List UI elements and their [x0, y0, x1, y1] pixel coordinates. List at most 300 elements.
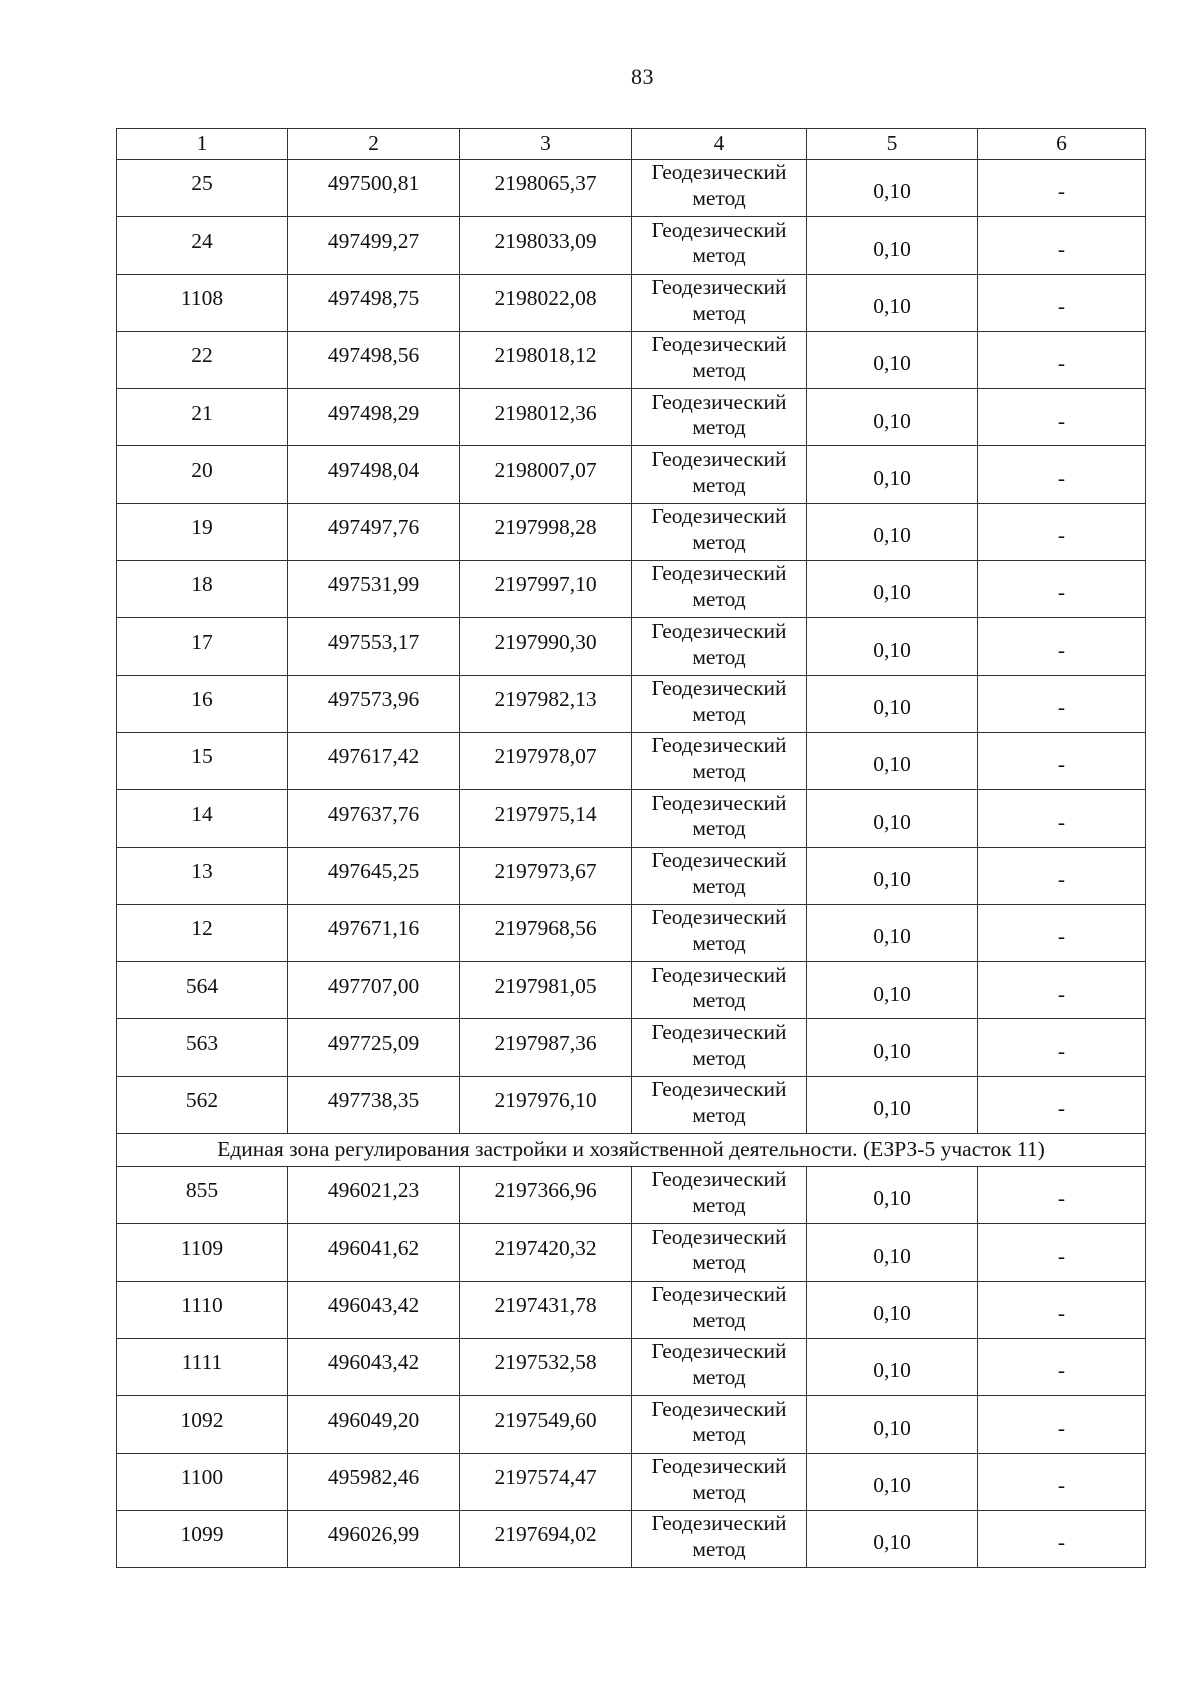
- accuracy-cell: [807, 1019, 978, 1076]
- accuracy-cell-text: 0,10: [873, 523, 911, 548]
- y-coordinate-cell-text: 2198033,09: [494, 228, 597, 253]
- y-coordinate-cell: [460, 618, 632, 675]
- method-cell-text: Геодезический метод: [651, 618, 787, 669]
- y-coordinate-cell: [460, 274, 632, 331]
- table-row: [117, 675, 1146, 732]
- method-cell-text: Геодезический метод: [651, 332, 787, 383]
- point-number-cell: [117, 675, 288, 732]
- method-cell: [632, 847, 807, 904]
- y-coordinate-cell-text: 2197574,47: [494, 1464, 597, 1489]
- table-row: [117, 962, 1146, 1019]
- method-cell: [632, 1281, 807, 1338]
- method-cell: [632, 790, 807, 847]
- note-cell-text: -: [1057, 752, 1066, 777]
- table-row: [117, 160, 1146, 217]
- y-coordinate-cell-text: 2197997,10: [494, 572, 597, 597]
- x-coordinate-cell: [288, 790, 460, 847]
- page-number: 83: [631, 64, 654, 89]
- point-number-cell-text: 17: [191, 629, 213, 654]
- y-coordinate-cell: [460, 1510, 632, 1567]
- point-number-cell-text: 564: [185, 973, 219, 998]
- method-cell-text: Геодезический метод: [651, 217, 787, 268]
- note-cell: [978, 1076, 1146, 1133]
- note-cell: [978, 1019, 1146, 1076]
- accuracy-cell-text: 0,10: [873, 637, 911, 662]
- accuracy-cell: [807, 1396, 978, 1453]
- note-cell: [978, 732, 1146, 789]
- column-header: 1: [117, 129, 288, 160]
- note-cell: [978, 847, 1146, 904]
- note-cell: [978, 331, 1146, 388]
- y-coordinate-cell: [460, 847, 632, 904]
- point-number-cell: [117, 561, 288, 618]
- y-coordinate-cell: [460, 790, 632, 847]
- table-row: [117, 1167, 1146, 1224]
- section-title-row: [117, 1134, 1146, 1167]
- point-number-cell-text: 563: [185, 1030, 219, 1055]
- note-cell: [978, 618, 1146, 675]
- method-cell-text: Геодезический метод: [651, 847, 787, 898]
- table-row: [117, 503, 1146, 560]
- note-cell: [978, 446, 1146, 503]
- accuracy-cell: [807, 675, 978, 732]
- note-cell: [978, 503, 1146, 560]
- note-cell-text: -: [1057, 523, 1066, 548]
- accuracy-cell-text: 0,10: [873, 1530, 911, 1555]
- method-cell: [632, 446, 807, 503]
- y-coordinate-cell-text: 2197987,36: [494, 1030, 597, 1055]
- point-number-cell-text: 21: [191, 400, 213, 425]
- table-row: [117, 904, 1146, 961]
- table-row: [117, 1224, 1146, 1281]
- point-number-cell-text: 24: [191, 228, 213, 253]
- table-row: [117, 847, 1146, 904]
- y-coordinate-cell: [460, 217, 632, 274]
- accuracy-cell-text: 0,10: [873, 580, 911, 605]
- note-cell-text: -: [1057, 1186, 1066, 1211]
- table-row: [117, 561, 1146, 618]
- method-cell-text: Геодезический метод: [651, 733, 787, 784]
- point-number-cell: [117, 618, 288, 675]
- note-cell-text: -: [1057, 924, 1066, 949]
- point-number-cell: [117, 732, 288, 789]
- point-number-cell-text: 16: [191, 687, 213, 712]
- accuracy-cell: [807, 503, 978, 560]
- note-cell-text: -: [1057, 236, 1066, 261]
- note-cell-text: -: [1057, 1472, 1066, 1497]
- x-coordinate-cell-text: 497707,00: [327, 973, 420, 998]
- x-coordinate-cell: [288, 160, 460, 217]
- point-number-cell-text: 18: [191, 572, 213, 597]
- y-coordinate-cell-text: 2197978,07: [494, 744, 597, 769]
- note-cell-text: -: [1057, 465, 1066, 490]
- accuracy-cell-text: 0,10: [873, 1415, 911, 1440]
- x-coordinate-cell: [288, 503, 460, 560]
- table-row: [117, 732, 1146, 789]
- x-coordinate-cell-text: 497498,29: [327, 400, 420, 425]
- y-coordinate-cell: [460, 675, 632, 732]
- y-coordinate-cell: [460, 904, 632, 961]
- y-coordinate-cell: [460, 1224, 632, 1281]
- method-cell: [632, 503, 807, 560]
- x-coordinate-cell-text: 496026,99: [327, 1522, 420, 1547]
- method-cell: [632, 1338, 807, 1395]
- y-coordinate-cell-text: 2197549,60: [494, 1407, 597, 1432]
- table-row: [117, 217, 1146, 274]
- method-cell: [632, 217, 807, 274]
- note-cell: [978, 962, 1146, 1019]
- y-coordinate-cell-text: 2198022,08: [494, 285, 597, 310]
- x-coordinate-cell: [288, 675, 460, 732]
- x-coordinate-cell-text: 497645,25: [327, 858, 420, 883]
- point-number-cell-text: 22: [191, 343, 213, 368]
- point-number-cell: [117, 446, 288, 503]
- accuracy-cell-text: 0,10: [873, 695, 911, 720]
- x-coordinate-cell-text: 496049,20: [327, 1407, 420, 1432]
- y-coordinate-cell-text: 2197532,58: [494, 1350, 597, 1375]
- accuracy-cell-text: 0,10: [873, 236, 911, 261]
- method-cell-text: Геодезический метод: [651, 274, 787, 325]
- x-coordinate-cell-text: 497617,42: [327, 744, 420, 769]
- x-coordinate-cell-text: 497725,09: [327, 1030, 420, 1055]
- note-cell-text: -: [1057, 1415, 1066, 1440]
- x-coordinate-cell-text: 497553,17: [327, 629, 420, 654]
- accuracy-cell: [807, 732, 978, 789]
- point-number-cell: [117, 904, 288, 961]
- accuracy-cell-text: 0,10: [873, 866, 911, 891]
- accuracy-cell-text: 0,10: [873, 809, 911, 834]
- y-coordinate-cell-text: 2197973,67: [494, 858, 597, 883]
- y-coordinate-cell: [460, 962, 632, 1019]
- x-coordinate-cell-text: 497499,27: [327, 228, 420, 253]
- accuracy-cell: [807, 1224, 978, 1281]
- method-cell-text: Геодезический метод: [651, 1453, 787, 1504]
- point-number-cell: [117, 503, 288, 560]
- y-coordinate-cell: [460, 732, 632, 789]
- accuracy-cell: [807, 1510, 978, 1567]
- x-coordinate-cell-text: 495982,46: [327, 1464, 420, 1489]
- note-cell: [978, 1510, 1146, 1567]
- x-coordinate-cell-text: 497531,99: [327, 572, 420, 597]
- method-cell-text: Геодезический метод: [651, 504, 787, 554]
- point-number-cell: [117, 1510, 288, 1567]
- method-cell: [632, 904, 807, 961]
- note-cell-text: -: [1057, 580, 1066, 605]
- x-coordinate-cell: [288, 1510, 460, 1567]
- method-cell: [632, 160, 807, 217]
- x-coordinate-cell-text: 497738,35: [327, 1088, 420, 1113]
- section-title: Единая зона регулирования застройки и хозяйственной деятельности. (ЕЗРЗ-5 участок 11): [117, 1134, 1146, 1167]
- note-cell-text: -: [1057, 1301, 1066, 1326]
- point-number-cell-text: 1100: [180, 1464, 224, 1489]
- point-number-cell: [117, 847, 288, 904]
- method-cell-text: Геодезический метод: [651, 676, 787, 726]
- method-cell-text: Геодезический метод: [651, 1396, 787, 1447]
- y-coordinate-cell-text: 2197982,13: [494, 687, 597, 712]
- y-coordinate-cell-text: 2197694,02: [494, 1522, 597, 1547]
- point-number-cell: [117, 790, 288, 847]
- x-coordinate-cell: [288, 1224, 460, 1281]
- method-cell-text: Геодезический метод: [651, 905, 787, 955]
- point-number-cell: [117, 1453, 288, 1510]
- method-cell-text: Геодезический метод: [651, 1224, 787, 1275]
- x-coordinate-cell: [288, 847, 460, 904]
- x-coordinate-cell: [288, 962, 460, 1019]
- x-coordinate-cell-text: 496043,42: [327, 1350, 420, 1375]
- y-coordinate-cell: [460, 1167, 632, 1224]
- accuracy-cell-text: 0,10: [873, 1096, 911, 1121]
- point-number-cell-text: 19: [191, 515, 213, 540]
- table-row: [117, 618, 1146, 675]
- x-coordinate-cell-text: 496041,62: [327, 1235, 420, 1260]
- point-number-cell: [117, 1224, 288, 1281]
- accuracy-cell-text: 0,10: [873, 1301, 911, 1326]
- point-number-cell: [117, 1167, 288, 1224]
- method-cell: [632, 962, 807, 1019]
- note-cell-text: -: [1057, 809, 1066, 834]
- column-header: 6: [978, 129, 1146, 160]
- method-cell-text: Геодезический метод: [651, 1019, 787, 1070]
- table-row: [117, 1396, 1146, 1453]
- accuracy-cell: [807, 790, 978, 847]
- table-row: [117, 1510, 1146, 1567]
- point-number-cell-text: 1111: [181, 1350, 223, 1375]
- x-coordinate-cell-text: 497498,75: [327, 285, 420, 310]
- note-cell: [978, 1338, 1146, 1395]
- method-cell-text: Геодезический метод: [651, 790, 787, 841]
- y-coordinate-cell: [460, 1281, 632, 1338]
- method-cell: [632, 1076, 807, 1133]
- y-coordinate-cell: [460, 1019, 632, 1076]
- method-cell: [632, 1510, 807, 1567]
- note-cell: [978, 790, 1146, 847]
- accuracy-cell: [807, 331, 978, 388]
- method-cell-text: Геодезический метод: [651, 962, 787, 1013]
- note-cell: [978, 1167, 1146, 1224]
- y-coordinate-cell-text: 2198065,37: [494, 171, 597, 196]
- point-number-cell: [117, 1076, 288, 1133]
- note-cell: [978, 1453, 1146, 1510]
- method-cell-text: Геодезический метод: [651, 160, 787, 211]
- accuracy-cell: [807, 1338, 978, 1395]
- point-number-cell: [117, 1281, 288, 1338]
- point-number-cell: [117, 217, 288, 274]
- x-coordinate-cell-text: 497497,76: [327, 515, 420, 540]
- table-row: [117, 1076, 1146, 1133]
- point-number-cell: [117, 389, 288, 446]
- note-cell-text: -: [1057, 866, 1066, 891]
- note-cell-text: -: [1057, 695, 1066, 720]
- note-cell: [978, 675, 1146, 732]
- column-header: 4: [632, 129, 807, 160]
- method-cell: [632, 1019, 807, 1076]
- accuracy-cell: [807, 561, 978, 618]
- method-cell-text: Геодезический метод: [651, 1281, 787, 1332]
- note-cell: [978, 217, 1146, 274]
- method-cell-text: Геодезический метод: [651, 1511, 787, 1561]
- note-cell: [978, 1224, 1146, 1281]
- x-coordinate-cell-text: 497671,16: [327, 916, 420, 941]
- table-row: [117, 274, 1146, 331]
- y-coordinate-cell-text: 2197431,78: [494, 1293, 597, 1318]
- accuracy-cell: [807, 1076, 978, 1133]
- accuracy-cell: [807, 962, 978, 1019]
- table-row: [117, 1338, 1146, 1395]
- x-coordinate-cell-text: 496021,23: [327, 1178, 420, 1203]
- x-coordinate-cell: [288, 1281, 460, 1338]
- point-number-cell-text: 20: [191, 457, 213, 482]
- accuracy-cell-text: 0,10: [873, 179, 911, 204]
- y-coordinate-cell-text: 2197420,32: [494, 1235, 597, 1260]
- point-number-cell-text: 12: [191, 916, 213, 941]
- method-cell-text: Геодезический метод: [651, 1167, 787, 1218]
- x-coordinate-cell: [288, 618, 460, 675]
- point-number-cell-text: 25: [191, 171, 213, 196]
- y-coordinate-cell: [460, 331, 632, 388]
- note-cell-text: -: [1057, 1530, 1066, 1555]
- note-cell-text: -: [1057, 1038, 1066, 1063]
- y-coordinate-cell-text: 2197975,14: [494, 801, 597, 826]
- accuracy-cell-text: 0,10: [873, 351, 911, 376]
- y-coordinate-cell: [460, 561, 632, 618]
- method-cell: [632, 1453, 807, 1510]
- note-cell-text: -: [1057, 179, 1066, 204]
- accuracy-cell-text: 0,10: [873, 1186, 911, 1211]
- accuracy-cell-text: 0,10: [873, 1038, 911, 1063]
- method-cell-text: Геодезический метод: [651, 389, 787, 440]
- coordinates-table: [116, 128, 1146, 1568]
- note-cell: [978, 1281, 1146, 1338]
- x-coordinate-cell-text: 497498,04: [327, 457, 420, 482]
- x-coordinate-cell: [288, 561, 460, 618]
- note-cell-text: -: [1057, 981, 1066, 1006]
- point-number-cell: [117, 1396, 288, 1453]
- x-coordinate-cell: [288, 904, 460, 961]
- method-cell: [632, 331, 807, 388]
- table-row: [117, 446, 1146, 503]
- point-number-cell-text: 1099: [180, 1522, 224, 1547]
- x-coordinate-cell: [288, 217, 460, 274]
- y-coordinate-cell-text: 2197968,56: [494, 916, 597, 941]
- accuracy-cell: [807, 1281, 978, 1338]
- y-coordinate-cell: [460, 1076, 632, 1133]
- y-coordinate-cell-text: 2197976,10: [494, 1088, 597, 1113]
- method-cell-text: Геодезический метод: [651, 446, 787, 497]
- accuracy-cell-text: 0,10: [873, 1243, 911, 1268]
- accuracy-cell: [807, 618, 978, 675]
- method-cell: [632, 1224, 807, 1281]
- method-cell: [632, 1396, 807, 1453]
- point-number-cell-text: 1110: [181, 1293, 223, 1318]
- accuracy-cell: [807, 160, 978, 217]
- point-number-cell-text: 15: [191, 744, 213, 769]
- y-coordinate-cell-text: 2197981,05: [494, 973, 597, 998]
- method-cell-text: Геодезический метод: [651, 1339, 787, 1390]
- y-coordinate-cell-text: 2198018,12: [494, 343, 597, 368]
- point-number-cell: [117, 1019, 288, 1076]
- note-cell: [978, 561, 1146, 618]
- point-number-cell-text: 855: [185, 1178, 219, 1203]
- x-coordinate-cell: [288, 1338, 460, 1395]
- method-cell: [632, 1167, 807, 1224]
- note-cell: [978, 389, 1146, 446]
- note-cell-text: -: [1057, 408, 1066, 433]
- accuracy-cell: [807, 847, 978, 904]
- note-cell-text: -: [1057, 293, 1066, 318]
- accuracy-cell-text: 0,10: [873, 981, 911, 1006]
- method-cell: [632, 732, 807, 789]
- column-header: 5: [807, 129, 978, 160]
- y-coordinate-cell-text: 2197998,28: [494, 515, 597, 540]
- accuracy-cell: [807, 446, 978, 503]
- table-header-row: [117, 129, 1146, 160]
- point-number-cell: [117, 962, 288, 1019]
- table-row: [117, 331, 1146, 388]
- x-coordinate-cell: [288, 389, 460, 446]
- y-coordinate-cell: [460, 1396, 632, 1453]
- y-coordinate-cell-text: 2198012,36: [494, 400, 597, 425]
- x-coordinate-cell: [288, 274, 460, 331]
- x-coordinate-cell: [288, 1396, 460, 1453]
- accuracy-cell-text: 0,10: [873, 924, 911, 949]
- y-coordinate-cell: [460, 160, 632, 217]
- point-number-cell-text: 13: [191, 858, 213, 883]
- note-cell-text: -: [1057, 637, 1066, 662]
- x-coordinate-cell: [288, 1076, 460, 1133]
- accuracy-cell: [807, 904, 978, 961]
- point-number-cell: [117, 331, 288, 388]
- x-coordinate-cell: [288, 446, 460, 503]
- note-cell-text: -: [1057, 1096, 1066, 1121]
- method-cell: [632, 618, 807, 675]
- note-cell: [978, 904, 1146, 961]
- accuracy-cell-text: 0,10: [873, 752, 911, 777]
- y-coordinate-cell: [460, 389, 632, 446]
- note-cell: [978, 1396, 1146, 1453]
- y-coordinate-cell: [460, 1338, 632, 1395]
- x-coordinate-cell: [288, 1019, 460, 1076]
- accuracy-cell-text: 0,10: [873, 1358, 911, 1383]
- note-cell-text: -: [1057, 1358, 1066, 1383]
- x-coordinate-cell-text: 497573,96: [327, 687, 420, 712]
- note-cell-text: -: [1057, 351, 1066, 376]
- x-coordinate-cell: [288, 1167, 460, 1224]
- accuracy-cell: [807, 1453, 978, 1510]
- point-number-cell-text: 14: [191, 801, 213, 826]
- method-cell: [632, 561, 807, 618]
- method-cell: [632, 675, 807, 732]
- method-cell: [632, 274, 807, 331]
- accuracy-cell: [807, 1167, 978, 1224]
- x-coordinate-cell-text: 496043,42: [327, 1293, 420, 1318]
- accuracy-cell: [807, 389, 978, 446]
- accuracy-cell: [807, 274, 978, 331]
- accuracy-cell: [807, 217, 978, 274]
- y-coordinate-cell-text: 2198007,07: [494, 457, 597, 482]
- point-number-cell-text: 1109: [180, 1235, 224, 1260]
- y-coordinate-cell: [460, 503, 632, 560]
- table-row: [117, 790, 1146, 847]
- point-number-cell-text: 562: [185, 1088, 219, 1113]
- accuracy-cell-text: 0,10: [873, 1472, 911, 1497]
- point-number-cell: [117, 1338, 288, 1395]
- point-number-cell: [117, 160, 288, 217]
- x-coordinate-cell-text: 497498,56: [327, 343, 420, 368]
- accuracy-cell-text: 0,10: [873, 465, 911, 490]
- point-number-cell-text: 1092: [180, 1407, 224, 1432]
- point-number-cell-text: 1108: [180, 285, 224, 310]
- table-row: [117, 1281, 1146, 1338]
